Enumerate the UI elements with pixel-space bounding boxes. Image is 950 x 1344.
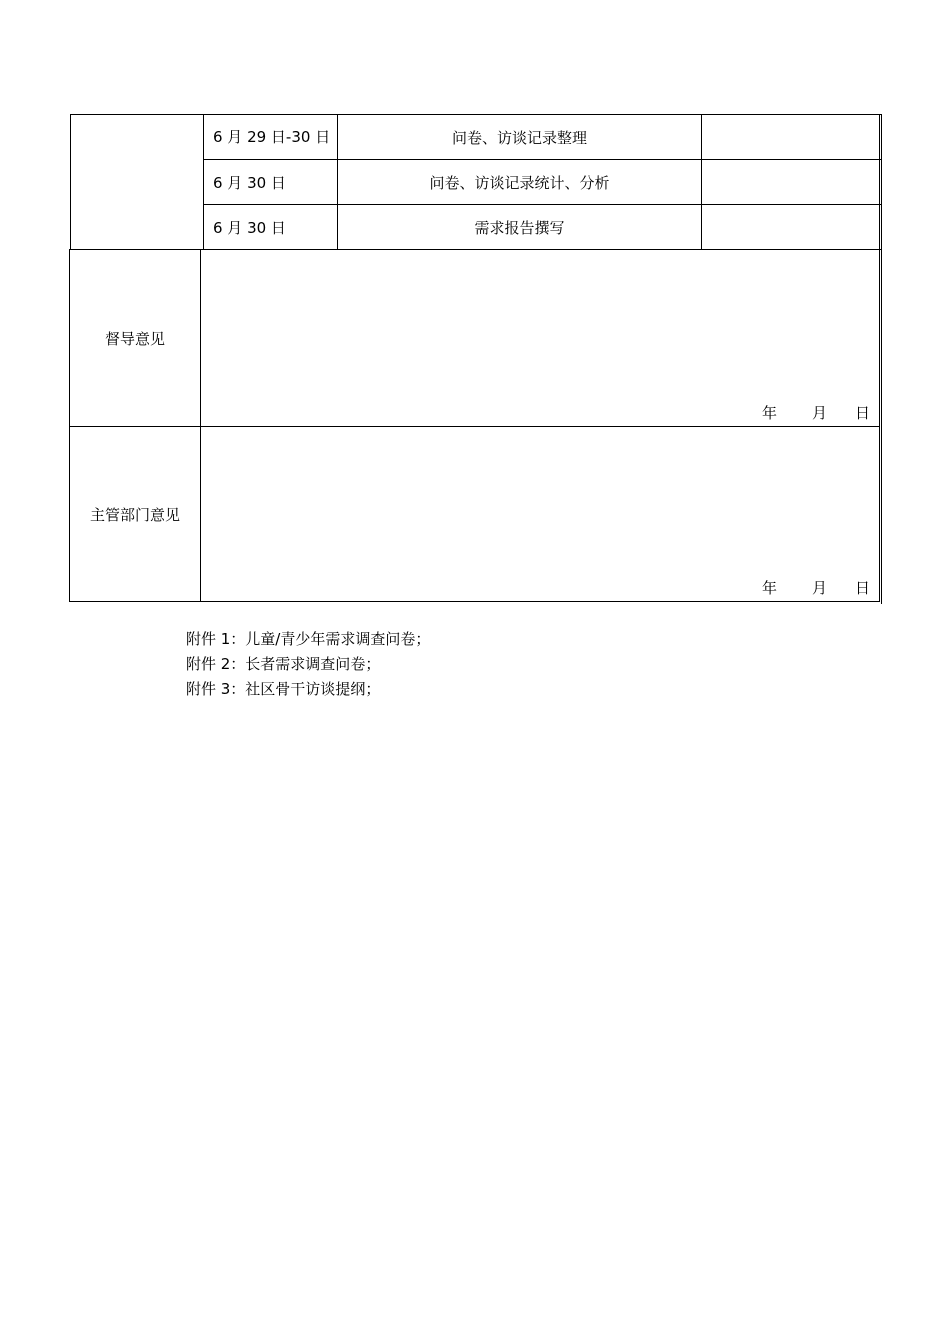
table-row-date: 6 月 30 日	[213, 174, 286, 192]
row-divider	[203, 204, 881, 205]
date-column-border	[203, 114, 204, 250]
section-divider	[69, 249, 881, 250]
signature-month: 月	[812, 579, 828, 597]
signature-year: 年	[762, 579, 778, 597]
attachment-item: 附件 3：社区骨干访谈提纲；	[186, 680, 381, 698]
signature-month: 月	[812, 404, 828, 422]
department-opinion-label: 主管部门意见	[89, 506, 180, 524]
note-column-border	[701, 114, 702, 250]
signature-year: 年	[762, 404, 778, 422]
table-row-date: 6 月 30 日	[213, 219, 286, 237]
row-divider	[203, 159, 881, 160]
table-row-task: 需求报告撰写	[474, 219, 565, 237]
opinion-bottom-border	[69, 601, 880, 602]
signature-day: 日	[855, 404, 871, 422]
attachment-item: 附件 2：长者需求调查问卷；	[186, 655, 381, 673]
table-row-task: 问卷、访谈记录统计、分析	[429, 174, 610, 192]
table-left-border	[70, 114, 71, 250]
table-top-border	[70, 114, 881, 115]
opinion-divider	[69, 426, 880, 427]
table-right-border	[879, 114, 880, 250]
table-right-outer-border	[881, 114, 882, 604]
supervisor-opinion-label: 督导意见	[104, 330, 165, 348]
table-row-date: 6 月 29 日-30 日	[213, 128, 331, 146]
attachment-item: 附件 1：儿童/青少年需求调查问卷；	[186, 630, 431, 648]
table-row-task: 问卷、访谈记录整理	[451, 129, 587, 147]
signature-day: 日	[855, 579, 871, 597]
